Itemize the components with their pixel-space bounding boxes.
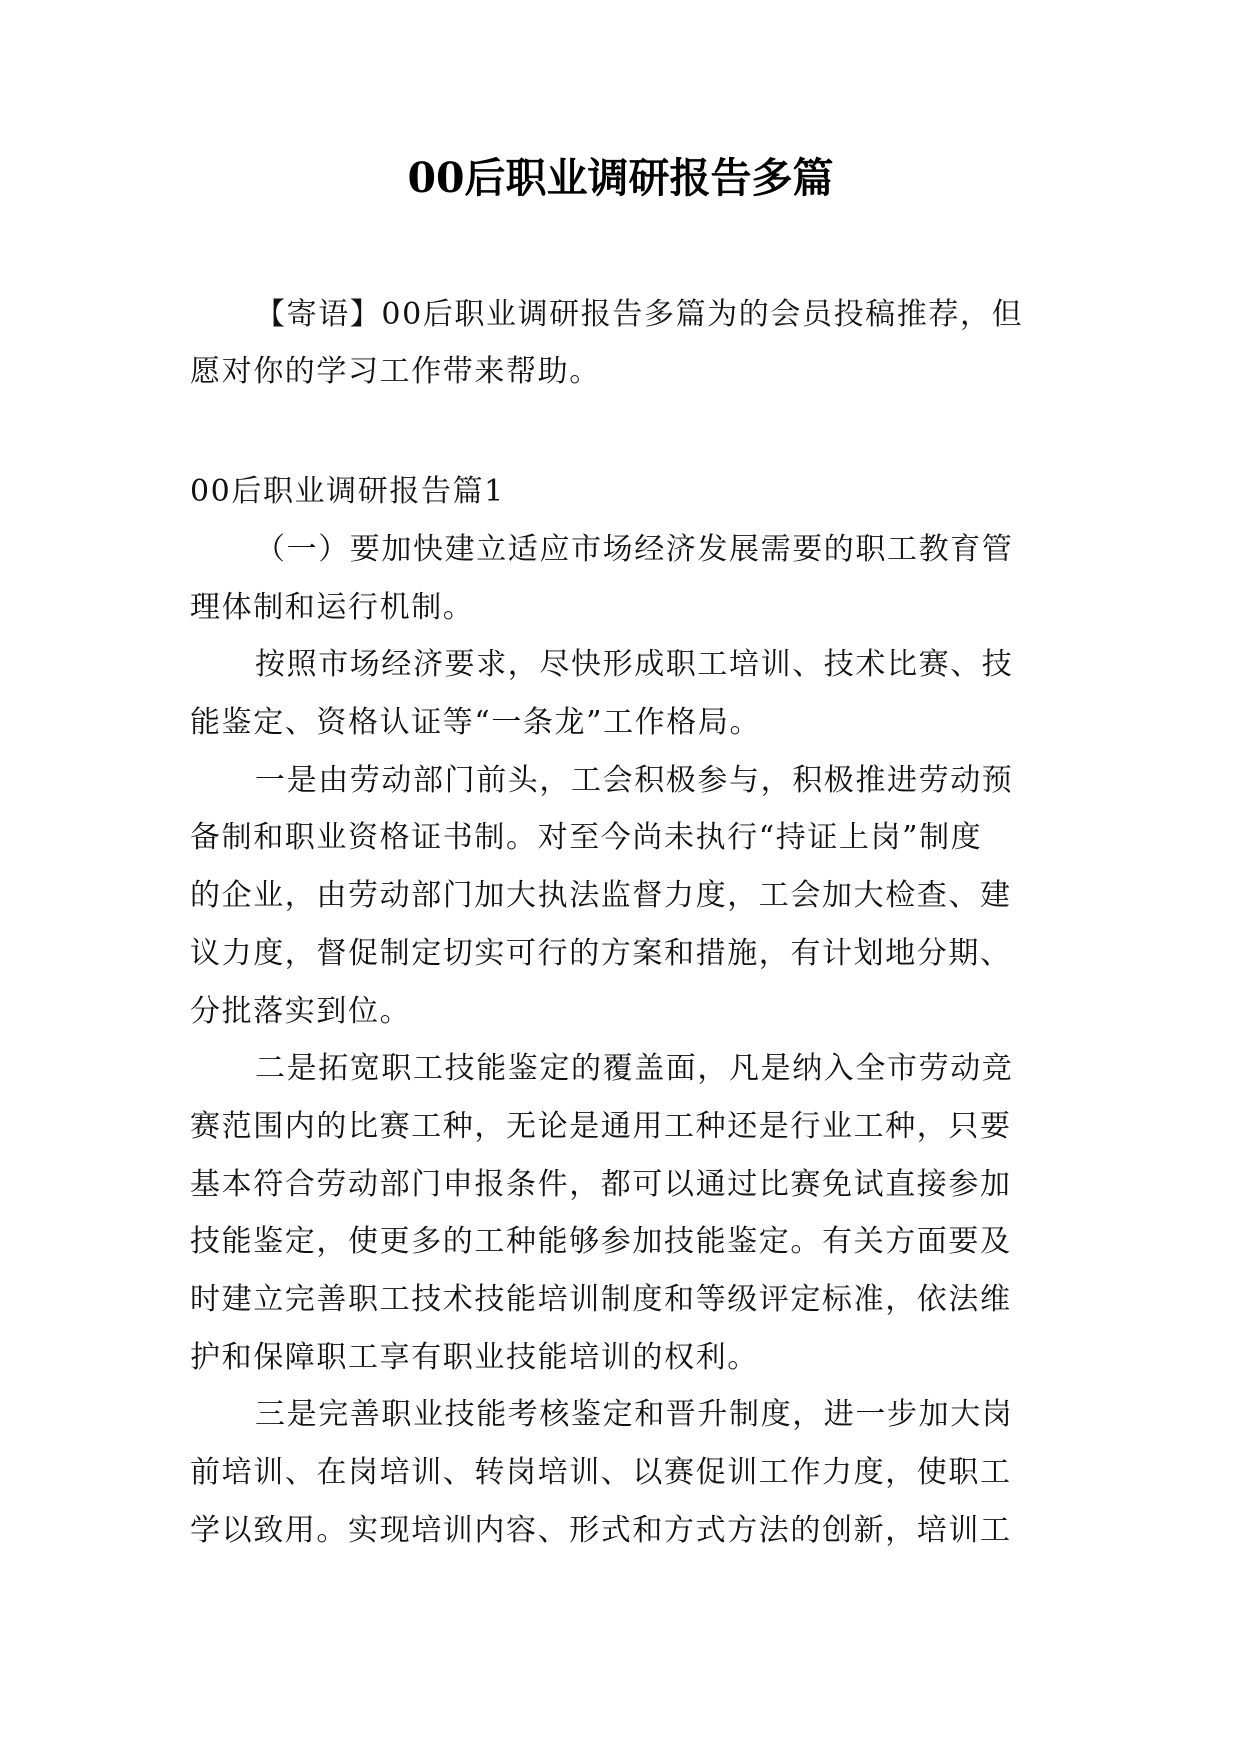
text-line: 按照市场经济要求，尽快形成职工培训、技术比赛、技 — [255, 647, 1014, 682]
text-line: 议力度，督促制定切实可行的方案和措施，有计划地分期、 — [190, 936, 1012, 971]
text-line: 三是完善职业技能考核鉴定和晋升制度，进一步加大岗 — [255, 1397, 1014, 1432]
text-line: 基本符合劳动部门申报条件，都可以通过比赛免试直接参加 — [190, 1167, 1012, 1202]
text-line: 时建立完善职工技术技能培训制度和等级评定标准，依法维 — [190, 1282, 1012, 1317]
text-line: （一）要加快建立适应市场经济发展需要的职工教育管 — [255, 532, 1014, 567]
text-line: 愿对你的学习工作带来帮助。 — [190, 354, 601, 389]
text-line: 技能鉴定，使更多的工种能够参加技能鉴定。有关方面要及 — [190, 1224, 1012, 1259]
section-heading: 00后职业调研报告篇1 — [190, 474, 505, 509]
document-title: 00后职业调研报告多篇 — [407, 154, 834, 202]
text-line: 二是拓宽职工技能鉴定的覆盖面，凡是纳入全市劳动竞 — [255, 1051, 1014, 1086]
text-line: 的企业，由劳动部门加大执法监督力度，工会加大检查、建 — [190, 878, 1012, 913]
text-line: 备制和职业资格证书制。对至今尚未执行“持证上岗”制度 — [190, 820, 983, 855]
text-line: 护和保障职工享有职业技能培训的权利。 — [190, 1340, 759, 1375]
text-line: 分批落实到位。 — [190, 994, 412, 1029]
text-line: 赛范围内的比赛工种，无论是通用工种还是行业工种，只要 — [190, 1109, 1012, 1144]
text-line: 【寄语】00后职业调研报告多篇为的会员投稿推荐，但 — [255, 297, 1024, 332]
text-line: 一是由劳动部门前头，工会积极参与，积极推进劳动预 — [255, 763, 1014, 798]
text-line: 前培训、在岗培训、转岗培训、以赛促训工作力度，使职工 — [190, 1455, 1012, 1490]
text-line: 理体制和运行机制。 — [190, 590, 475, 625]
text-line: 学以致用。实现培训内容、形式和方式方法的创新，培训工 — [190, 1513, 1012, 1548]
text-line: 能鉴定、资格认证等“一条龙”工作格局。 — [190, 705, 762, 740]
